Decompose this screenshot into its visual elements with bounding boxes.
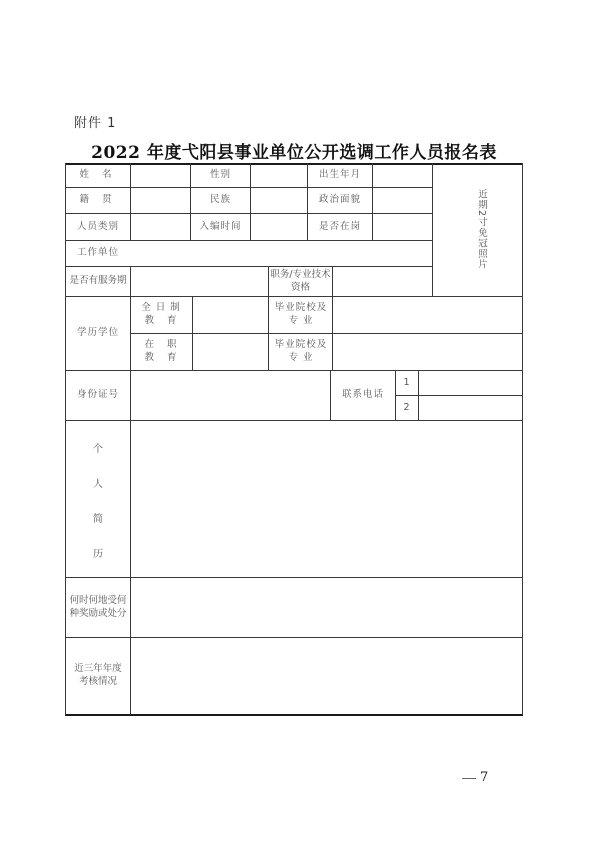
appraisal-field[interactable] xyxy=(131,638,522,714)
page-number: 7 xyxy=(480,770,489,785)
rewards-label: 何时何地受何种奖励或处分 xyxy=(69,595,127,619)
resume-char: 历 xyxy=(93,549,103,560)
id-number-label: 身份证号 xyxy=(76,389,119,401)
resume-char: 简 xyxy=(93,514,103,525)
fulltime-edu-field[interactable] xyxy=(193,297,268,333)
photo-placeholder-label: 近期2寸免冠照片 xyxy=(476,188,487,270)
name-field[interactable] xyxy=(131,164,190,187)
phone-1-label: 1 xyxy=(403,376,411,388)
on-duty-field[interactable] xyxy=(373,214,432,240)
fulltime-edu-label: 全日制教 育 xyxy=(141,302,185,326)
position-title-field[interactable] xyxy=(333,267,432,296)
enroll-time-label: 入编时间 xyxy=(199,220,242,232)
photo-area[interactable] xyxy=(433,165,522,296)
ethnicity-label: 民族 xyxy=(209,194,231,206)
birth-field[interactable] xyxy=(373,164,432,187)
phone-1-field[interactable] xyxy=(419,371,522,395)
appraisal-label: 近三年年度考核情况 xyxy=(74,663,122,687)
ethnicity-field[interactable] xyxy=(251,188,307,213)
enroll-time-field[interactable] xyxy=(251,214,307,240)
service-period-label: 是否有服务期 xyxy=(69,275,127,287)
fulltime-school-field[interactable] xyxy=(333,297,522,333)
form-title: 2022 年度弋阳县事业单位公开选调工作人员报名表 xyxy=(91,143,497,163)
inservice-school-label: 毕业院校及专 业 xyxy=(274,339,328,363)
position-title-label: 职务/专业技术资格 xyxy=(270,268,331,293)
attachment-label: 附件 1 xyxy=(74,116,117,131)
phone-2-field[interactable] xyxy=(419,396,522,420)
political-status-field[interactable] xyxy=(373,188,432,213)
native-place-label: 籍 贯 xyxy=(79,194,117,206)
service-period-field[interactable] xyxy=(131,267,268,296)
resume-char: 个 xyxy=(93,444,103,455)
native-place-field[interactable] xyxy=(131,188,190,213)
birth-label: 出生年月 xyxy=(318,169,361,181)
resume-field[interactable] xyxy=(131,421,522,577)
inservice-edu-label: 在 职教 育 xyxy=(144,339,182,363)
gender-label: 性别 xyxy=(209,169,231,181)
phone-2-label: 2 xyxy=(403,401,411,413)
gender-field[interactable] xyxy=(251,164,307,187)
staff-category-label: 人员类别 xyxy=(76,220,119,232)
staff-category-field[interactable] xyxy=(131,214,190,240)
resume-label xyxy=(66,440,130,560)
resume-char: 人 xyxy=(93,479,103,490)
id-number-field[interactable] xyxy=(131,371,330,420)
fulltime-school-label: 毕业院校及 专 业 xyxy=(274,302,328,326)
name-label: 姓 名 xyxy=(79,169,117,181)
rewards-field[interactable] xyxy=(131,578,522,637)
contact-phone-label: 联系电话 xyxy=(341,389,384,401)
on-duty-label: 是否在岗 xyxy=(318,220,361,232)
education-degree-label: 学历学位 xyxy=(76,327,119,339)
work-unit-field[interactable] xyxy=(131,241,432,266)
work-unit-label: 工作单位 xyxy=(76,247,119,259)
inservice-edu-field[interactable] xyxy=(193,334,268,370)
page-number-dash xyxy=(462,778,476,779)
political-status-label: 政治面貌 xyxy=(318,194,361,206)
inservice-school-field[interactable] xyxy=(333,334,522,370)
